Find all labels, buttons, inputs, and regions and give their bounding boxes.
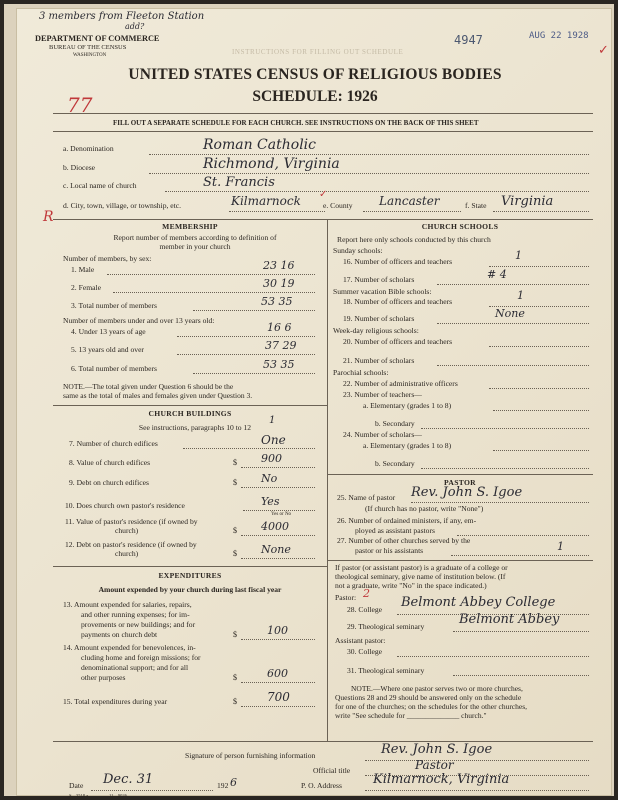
schedule-title: SCHEDULE: 1926 [252, 88, 378, 105]
handwritten-note-line2: add? [125, 22, 145, 31]
po-address-line [365, 790, 589, 791]
q16-line [489, 266, 589, 267]
q11-line [241, 535, 315, 536]
q27-value: 1 [557, 540, 564, 553]
q12-label-1: 12. Debt on pastor's residence (if owned by [65, 540, 197, 549]
q29-line [453, 631, 589, 632]
bureau-name: BUREAU OF THE CENSUS [49, 44, 127, 51]
q24-label: 24. Number of scholars— [343, 430, 422, 439]
q30-label: 30. College [347, 647, 383, 656]
q2-label: 2. Female [71, 283, 101, 292]
local-name-line [165, 191, 589, 192]
q6-value: 53 35 [263, 358, 295, 371]
q8-dollar: $ [233, 458, 237, 467]
q27-label-2: pastor or his assistants [355, 546, 424, 555]
q15-dollar: $ [233, 697, 237, 706]
graduate-note-3: not a graduate, write "No" in the space indicated.) [335, 581, 487, 590]
divider-pastor [327, 474, 593, 475]
q14-label-3: denominational support; and for all [81, 663, 189, 672]
q21-label: 21. Number of scholars [343, 356, 415, 365]
q13-label-3: provements or new buildings; and for [81, 620, 196, 629]
q10-yes-no-hint: Yes or No [271, 512, 292, 517]
q3-line [193, 310, 315, 311]
city-value: Kilmarnock [231, 194, 301, 208]
q31-line [453, 675, 589, 676]
form-title: UNITED STATES CENSUS OF RELIGIOUS BODIES [128, 66, 502, 83]
q11-label-2: church) [115, 526, 139, 535]
county-value: Lancaster [379, 194, 440, 208]
q7-value: One [261, 433, 286, 447]
date-label: Date [69, 781, 84, 790]
q25-value: Rev. John S. Igoe [411, 485, 523, 500]
po-address-value: Kilmarnock, Virginia [373, 772, 510, 787]
q14-line [241, 682, 315, 683]
q15-line [241, 706, 315, 707]
q9-dollar: $ [233, 478, 237, 487]
q23b-line [421, 428, 589, 429]
q24b-label: b. Secondary [375, 459, 415, 468]
official-title-label: Official title [313, 766, 351, 775]
form-number: S—3518 a [69, 793, 89, 798]
q15-value: 700 [267, 690, 290, 704]
q4-label: 4. Under 13 years of age [71, 327, 146, 336]
q23a-line [493, 410, 589, 411]
signature-line [365, 760, 589, 761]
q17-line [437, 284, 589, 285]
divider-bottom [53, 741, 593, 742]
graduate-note-2: theological seminary, give name of institution below. (If [335, 572, 506, 581]
q24a-line [493, 450, 589, 451]
handwritten-note-line1: 3 members from Fleeton Station [39, 11, 205, 22]
po-address-label: P. O. Address [301, 781, 342, 790]
q5-line [177, 354, 315, 355]
state-line [493, 211, 589, 212]
q23b-label: b. Secondary [375, 419, 415, 428]
q19-line [437, 323, 589, 324]
q11-label-1: 11. Value of pastor's residence (if owned by [65, 517, 198, 526]
divider-sections [53, 219, 593, 220]
q19-label: 19. Number of scholars [343, 314, 415, 323]
q16-value: 1 [515, 249, 522, 262]
pastor-note-1: NOTE.—Where one pastor serves two or more churches, [351, 684, 523, 693]
buildings-subtitle: See instructions, paragraphs 10 to 12 [138, 423, 252, 432]
received-date-stamp: AUG 22 1928 [529, 31, 589, 41]
q13-line [241, 639, 315, 640]
q8-line [241, 467, 315, 468]
assistant-pastor-subheading: Assistant pastor: [335, 636, 386, 645]
q26-line [457, 535, 589, 536]
q27-line [451, 555, 589, 556]
q1-line [107, 274, 315, 275]
pastor-note-3: for one of the churches; on the schedules for the other churches, [335, 702, 528, 711]
local-name-value: St. Francis [203, 175, 275, 190]
county-line [363, 211, 461, 212]
q9-value: No [261, 472, 278, 485]
q14-label-4: other purposes [81, 673, 126, 682]
members-by-age-label: Number of members under and over 13 years old: [63, 316, 215, 325]
q13-label-4: payments on church debt [81, 630, 158, 639]
q12-label-2: church) [115, 549, 139, 558]
q15-label: 15. Total expenditures during year [63, 697, 168, 706]
sunday-schools-label: Sunday schools: [333, 246, 383, 255]
divider-instructions [53, 131, 593, 132]
pastor-note-4: write "See schedule for ______________ church." [335, 711, 487, 720]
denomination-line [149, 154, 589, 155]
q14-label-2: cluding home and foreign missions; for [81, 653, 201, 662]
pastor-subheading: Pastor: [335, 593, 357, 602]
q22-label: 22. Number of administrative officers [343, 379, 458, 388]
q20-label: 20. Number of officers and teachers [343, 337, 453, 346]
summer-schools-label: Summer vacation Bible schools: [333, 287, 432, 296]
expenditures-subtitle: Amount expended by your church during last fiscal year [98, 585, 282, 594]
q8-label: 8. Value of church edifices [69, 458, 151, 467]
divider-top [53, 113, 593, 114]
q18-value: 1 [517, 289, 524, 302]
q6-line [193, 373, 315, 374]
q26-label-1: 26. Number of ordained ministers, if any, em- [337, 516, 477, 525]
date-value: Dec. 31 [103, 772, 154, 787]
print-number: 11—9026 [109, 793, 127, 798]
graduate-note-1: If pastor (or assistant pastor) is a graduate of a college or [335, 563, 508, 572]
signature-label: Signature of person furnishing information [185, 751, 316, 760]
q9-label: 9. Debt on church edifices [69, 478, 149, 487]
q27-label-1: 27. Number of other churches served by the [337, 536, 471, 545]
q3-label: 3. Total number of members [71, 301, 158, 310]
form-instruction: FILL OUT A SEPARATE SCHEDULE FOR EACH CHURCH. SEE INSTRUCTIONS ON THE BACK OF THIS SHEET [113, 119, 479, 127]
q4-value: 16 6 [267, 321, 292, 334]
q12-line [241, 558, 315, 559]
year-prefix: 192 [217, 781, 229, 790]
membership-title: MEMBERSHIP [162, 222, 218, 231]
q4-line [177, 336, 315, 337]
q24b-line [421, 468, 589, 469]
q25-label: 25. Name of pastor [337, 493, 396, 502]
q8-value: 900 [261, 452, 282, 465]
q13-dollar: $ [233, 630, 237, 639]
q6-label: 6. Total number of members [71, 364, 158, 373]
diocese-label: b. Diocese [63, 163, 96, 172]
q22-line [489, 388, 589, 389]
q28-value: Belmont Abbey College [401, 595, 556, 610]
q25-line [411, 502, 589, 503]
red-letter-mark: R [43, 209, 54, 225]
q7-label: 7. Number of church edifices [69, 439, 158, 448]
year-value: 6 [230, 776, 237, 789]
city-line [229, 211, 325, 212]
county-label: e. County [323, 201, 353, 210]
q20-line [489, 346, 589, 347]
q2-line [113, 292, 315, 293]
q14-label-1: 14. Amount expended for benevolences, in- [63, 643, 196, 652]
q23a-label: a. Elementary (grades 1 to 8) [363, 401, 452, 410]
weekday-schools-label: Week-day religious schools: [333, 326, 419, 335]
q28-label: 28. College [347, 605, 383, 614]
membership-note-1: NOTE.—The total given under Question 6 should be the [63, 382, 234, 391]
dept-name: DEPARTMENT OF COMMERCE [35, 34, 160, 43]
q1-label: 1. Male [71, 265, 95, 274]
divider-education [327, 560, 593, 561]
q11-dollar: $ [233, 526, 237, 535]
faint-bleedthrough-text: INSTRUCTIONS FOR FILLING OUT SCHEDULE [232, 48, 404, 56]
membership-intro-2: member in your church [159, 242, 231, 251]
q19-value: None [495, 307, 525, 320]
q13-label-2: and other running expenses; for im- [81, 610, 190, 619]
q29-label: 29. Theological seminary [347, 622, 425, 631]
state-label: f. State [465, 201, 487, 210]
signature-value: Rev. John S. Igoe [381, 742, 493, 757]
denomination-label: a. Denomination [63, 144, 114, 153]
pastor-note-2: Questions 28 and 29 should be answered only on the schedule [335, 693, 522, 702]
schools-title: CHURCH SCHOOLS [421, 222, 499, 231]
date-line [91, 790, 213, 791]
schools-intro: Report here only schools conducted by this church [337, 235, 491, 244]
expenditures-title: EXPENDITURES [158, 571, 222, 580]
scan-frame [4, 4, 614, 796]
red-check-mark-top: ✓ [598, 43, 609, 58]
membership-intro-1: Report number of members according to definition of [113, 233, 277, 242]
diocese-value: Richmond, Virginia [203, 156, 340, 172]
q12-dollar: $ [233, 549, 237, 558]
q14-value: 600 [267, 667, 288, 680]
q23-label: 23. Number of teachers— [343, 390, 422, 399]
q29-value: Belmont Abbey [459, 612, 560, 627]
city-label: d. City, town, village, or township, etc. [63, 201, 182, 210]
q18-label: 18. Number of officers and teachers [343, 297, 453, 306]
q14-dollar: $ [233, 673, 237, 682]
diocese-line [149, 173, 589, 174]
q25-hint: (If church has no pastor, write "None") [365, 504, 484, 513]
q21-line [437, 365, 589, 366]
denomination-value: Roman Catholic [203, 137, 316, 153]
q11-value: 4000 [261, 520, 289, 533]
divider-buildings [53, 405, 327, 406]
red-pastor-mark: 2 [363, 587, 370, 600]
q2-value: 30 19 [263, 277, 295, 290]
q26-label-2: ployed as assistant pastors [355, 526, 435, 535]
q30-line [397, 656, 589, 657]
q17-label: 17. Number of scholars [343, 275, 415, 284]
q10-value: Yes [261, 495, 280, 508]
q17-value: # 4 [487, 268, 507, 281]
serial-number: 4947 [454, 33, 483, 47]
q16-label: 16. Number of officers and teachers [343, 257, 453, 266]
city-name: WASHINGTON [73, 53, 107, 58]
official-title-value: Pastor [415, 758, 454, 772]
q24a-label: a. Elementary (grades 1 to 8) [363, 441, 452, 450]
buildings-title: CHURCH BUILDINGS [148, 409, 232, 418]
q5-value: 37 29 [265, 339, 297, 352]
members-by-sex-label: Number of members, by sex: [63, 254, 152, 263]
red-check-mark-city: ✓ [319, 189, 328, 200]
red-handwritten-number: 77 [67, 93, 93, 117]
q7-value-top: 1 [269, 415, 276, 426]
q1-value: 23 16 [263, 259, 295, 272]
census-schedule-sheet [16, 8, 612, 796]
state-value: Virginia [501, 194, 554, 209]
membership-note-2: same as the total of males and females given under Question 3. [63, 391, 253, 400]
q10-line [243, 510, 315, 511]
q7-line [183, 448, 315, 449]
q9-line [241, 487, 315, 488]
q12-value: None [261, 543, 291, 556]
divider-expenditures [53, 566, 327, 567]
parochial-schools-label: Parochial schools: [333, 368, 389, 377]
local-name-label: c. Local name of church [63, 181, 137, 190]
pastor-title: PASTOR [444, 478, 476, 487]
q10-label: 10. Does church own pastor's residence [65, 501, 185, 510]
q13-value: 100 [267, 624, 288, 637]
q5-label: 5. 13 years old and over [71, 345, 144, 354]
q31-label: 31. Theological seminary [347, 666, 425, 675]
q3-value: 53 35 [261, 295, 293, 308]
q13-label-1: 13. Amount expended for salaries, repairs, [63, 600, 192, 609]
